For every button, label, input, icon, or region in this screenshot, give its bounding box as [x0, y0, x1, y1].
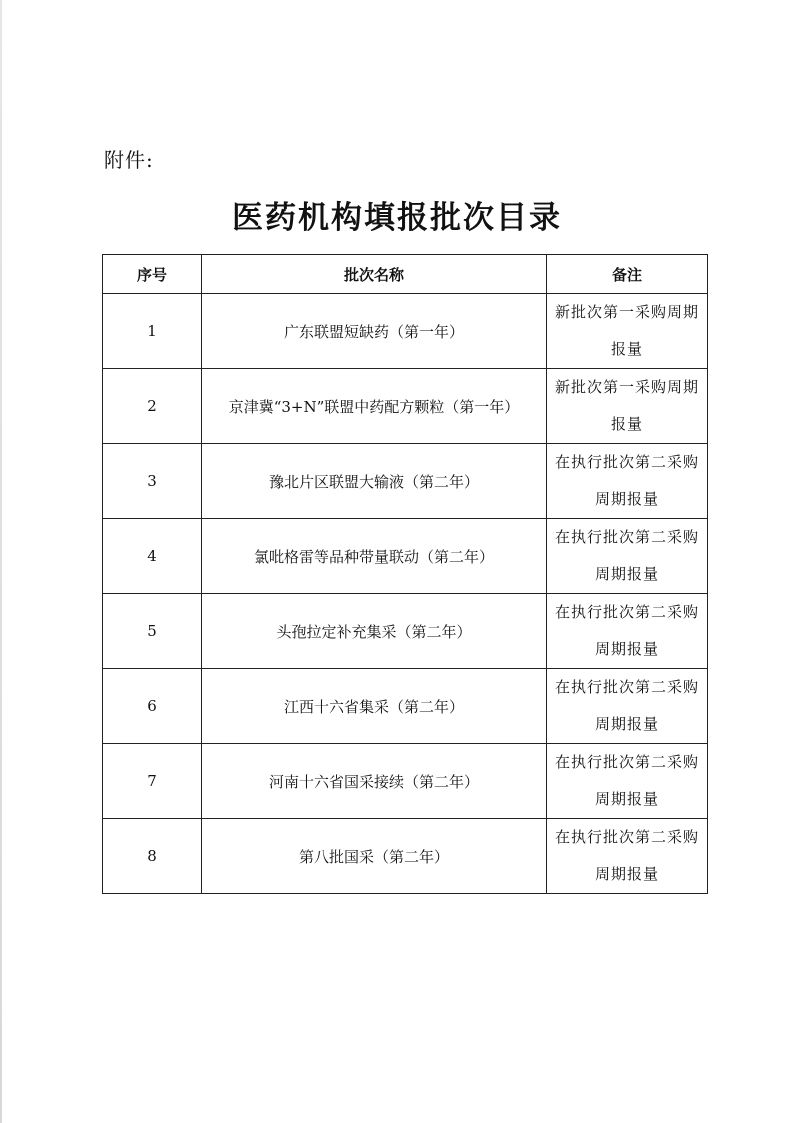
remark-line: 新批次第一采购周期 [554, 303, 699, 321]
row-batch-name: 头孢拉定补充集采（第二年） [202, 594, 547, 669]
row-no: 2 [103, 369, 202, 444]
row-no: 8 [103, 819, 202, 894]
table-row [103, 819, 708, 894]
row-batch-name: 第八批国采（第二年） [202, 819, 547, 894]
remark-line: 报量 [610, 340, 643, 358]
row-remark [547, 744, 708, 819]
row-no: 3 [103, 444, 202, 519]
row-batch-name: 江西十六省集采（第二年） [202, 669, 547, 744]
remark-line: 报量 [610, 415, 643, 433]
table-row [103, 594, 708, 669]
row-remark [547, 819, 708, 894]
batch-catalog-table [102, 254, 708, 894]
row-no: 4 [103, 519, 202, 594]
table-header-row [103, 255, 708, 294]
row-remark [547, 369, 708, 444]
remark-line: 在执行批次第二采购 [554, 753, 699, 771]
page-edge [0, 0, 2, 1123]
row-no: 5 [103, 594, 202, 669]
row-remark [547, 669, 708, 744]
row-batch-name: 河南十六省国采接续（第二年） [202, 744, 547, 819]
row-batch-name: 豫北片区联盟大输液（第二年） [202, 444, 547, 519]
row-no: 7 [103, 744, 202, 819]
row-no: 1 [103, 294, 202, 369]
row-no: 6 [103, 669, 202, 744]
table-row [103, 294, 708, 369]
remark-line: 周期报量 [594, 565, 659, 583]
page-title: 医药机构填报批次目录 [232, 200, 562, 236]
row-batch-name: 京津冀“3+N”联盟中药配方颗粒（第一年） [202, 369, 547, 444]
row-batch-name: 广东联盟短缺药（第一年） [202, 294, 547, 369]
row-remark [547, 594, 708, 669]
table-row [103, 369, 708, 444]
remark-line: 周期报量 [594, 715, 659, 733]
remark-line: 在执行批次第二采购 [554, 528, 699, 546]
row-batch-name: 氯吡格雷等品种带量联动（第二年） [202, 519, 547, 594]
remark-line: 周期报量 [594, 790, 659, 808]
remark-line: 周期报量 [594, 640, 659, 658]
table-row [103, 444, 708, 519]
table-row [103, 519, 708, 594]
remark-line: 周期报量 [594, 865, 659, 883]
remark-line: 在执行批次第二采购 [554, 603, 699, 621]
header-no: 序号 [103, 255, 202, 294]
remark-line: 周期报量 [594, 490, 659, 508]
header-batch-name: 批次名称 [202, 255, 547, 294]
row-remark [547, 294, 708, 369]
remark-line: 在执行批次第二采购 [554, 828, 699, 846]
remark-line: 在执行批次第二采购 [554, 453, 699, 471]
header-remark: 备注 [547, 255, 708, 294]
attachment-label: 附件: [104, 148, 154, 172]
table-row [103, 669, 708, 744]
row-remark [547, 519, 708, 594]
row-remark [547, 444, 708, 519]
remark-line: 新批次第一采购周期 [554, 378, 699, 396]
table-row [103, 744, 708, 819]
remark-line: 在执行批次第二采购 [554, 678, 699, 696]
